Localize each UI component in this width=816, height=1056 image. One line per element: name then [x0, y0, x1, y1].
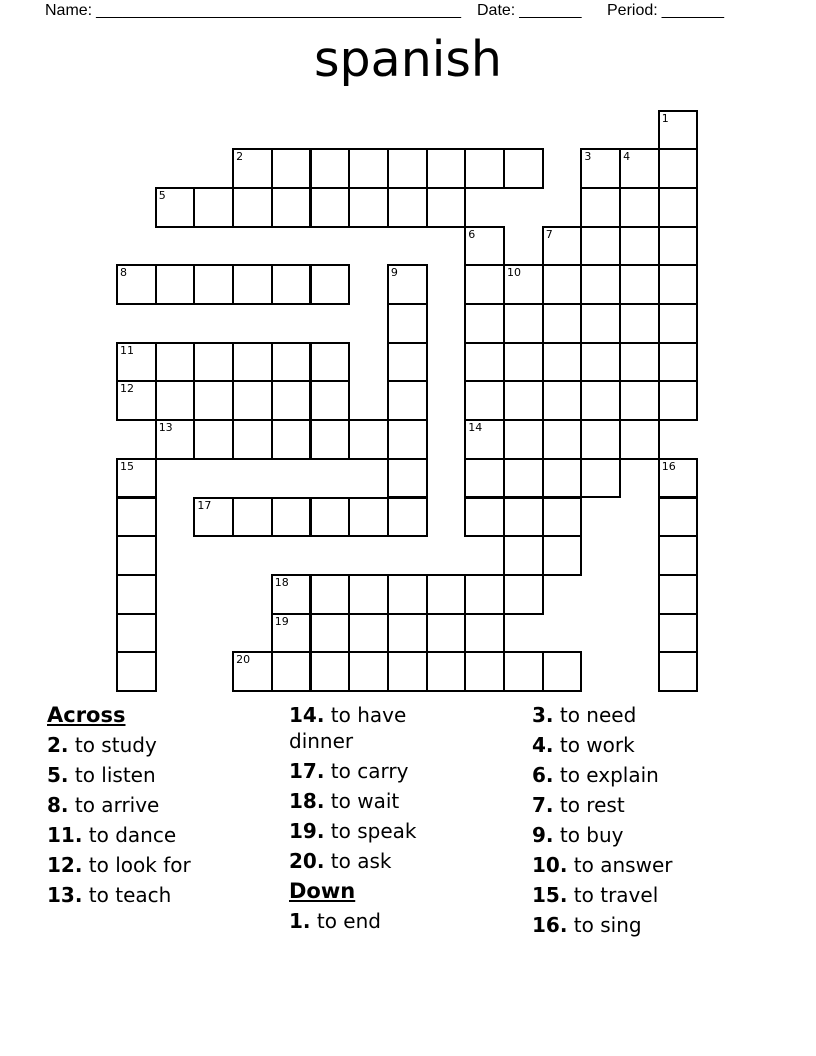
clue-number: 14.	[289, 703, 325, 727]
down-clue	[532, 852, 757, 878]
down-heading: Down	[289, 879, 356, 903]
grid-cell[interactable]	[116, 342, 157, 383]
grid-cell[interactable]	[271, 187, 312, 228]
cell-number: 4	[623, 150, 631, 164]
down-clue	[532, 732, 757, 758]
grid-cell[interactable]	[619, 264, 660, 305]
across-clue	[47, 822, 285, 848]
grid-cell[interactable]	[464, 497, 505, 538]
cell-number: 1	[661, 111, 669, 125]
grid-cell[interactable]	[426, 148, 467, 189]
across-clue	[289, 848, 454, 874]
grid-cell[interactable]	[658, 458, 699, 499]
grid-cell[interactable]	[658, 497, 699, 538]
cell-number: 3	[584, 150, 592, 164]
grid-cell[interactable]	[580, 187, 621, 228]
date-label: Date:	[477, 2, 516, 19]
clue-text: to arrive	[74, 793, 160, 817]
cell-number: 18	[274, 575, 289, 589]
grid-cell[interactable]	[348, 651, 389, 692]
grid-cell[interactable]	[619, 419, 660, 460]
cell-number: 12	[120, 382, 134, 396]
clue-number: 5.	[47, 763, 69, 787]
grid-cell[interactable]	[232, 187, 273, 228]
down-clue	[532, 792, 757, 818]
clue-number: 8.	[47, 793, 69, 817]
grid-cell[interactable]	[658, 380, 699, 421]
across-clue	[47, 762, 285, 788]
down-clue	[532, 702, 757, 728]
down-clue	[532, 822, 757, 848]
cell-number: 20	[236, 653, 251, 667]
period-label: Period:	[607, 2, 658, 19]
clue-text: to teach	[88, 883, 172, 907]
grid-cell[interactable]	[580, 148, 621, 189]
grid-cell[interactable]	[348, 613, 389, 654]
period-blank-line: _______	[661, 2, 724, 19]
clue-number: 15.	[532, 883, 568, 907]
clue-number: 11.	[47, 823, 83, 847]
cell-number: 15	[120, 459, 134, 473]
grid-cell[interactable]	[503, 497, 544, 538]
grid-cell[interactable]	[464, 342, 505, 383]
clue-text: to listen	[74, 763, 156, 787]
grid-cell[interactable]	[619, 187, 660, 228]
clue-text: to have dinner	[289, 703, 407, 753]
grid-cell[interactable]	[580, 458, 621, 499]
grid-cell[interactable]	[464, 380, 505, 421]
grid-cell[interactable]	[271, 264, 312, 305]
cell-number: 16	[661, 459, 676, 473]
grid-cell[interactable]	[580, 342, 621, 383]
clue-text: to carry	[330, 759, 409, 783]
grid-cell[interactable]	[658, 226, 699, 267]
grid-cell[interactable]	[542, 497, 583, 538]
grid-cell[interactable]	[464, 574, 505, 615]
grid-cell[interactable]	[271, 651, 312, 692]
across-clue	[289, 818, 454, 844]
grid-cell[interactable]	[310, 187, 351, 228]
grid-cell[interactable]	[619, 380, 660, 421]
grid-cell[interactable]	[658, 264, 699, 305]
down-clue	[532, 762, 757, 788]
clue-text: to study	[74, 733, 157, 757]
clue-column-2	[289, 702, 454, 938]
grid-cell[interactable]	[271, 613, 312, 654]
clue-number: 6.	[532, 763, 554, 787]
grid-cell[interactable]	[503, 651, 544, 692]
clue-text: to travel	[573, 883, 659, 907]
name-blank-line: _________________________________________	[96, 2, 461, 19]
grid-cell[interactable]	[387, 303, 428, 344]
grid-cell[interactable]	[464, 651, 505, 692]
grid-cell[interactable]	[426, 574, 467, 615]
grid-cell[interactable]	[658, 574, 699, 615]
clue-text: to buy	[559, 823, 624, 847]
down-clue	[289, 908, 454, 934]
grid-cell[interactable]	[310, 342, 351, 383]
grid-cell[interactable]	[232, 419, 273, 460]
cell-number: 17	[197, 498, 212, 512]
cell-number: 11	[120, 343, 134, 357]
clue-column-1	[47, 702, 285, 912]
clue-column-3	[532, 702, 757, 942]
grid-cell[interactable]	[503, 148, 544, 189]
grid-cell[interactable]	[232, 342, 273, 383]
down-clue	[532, 912, 757, 938]
grid-cell[interactable]	[310, 148, 351, 189]
grid-cell[interactable]	[348, 497, 389, 538]
grid-cell[interactable]	[232, 264, 273, 305]
grid-cell[interactable]	[193, 264, 234, 305]
grid-cell[interactable]	[542, 380, 583, 421]
grid-cell[interactable]	[193, 419, 234, 460]
grid-cell[interactable]	[619, 342, 660, 383]
grid-cell[interactable]	[580, 419, 621, 460]
grid-cell[interactable]	[387, 187, 428, 228]
cell-number: 5	[158, 188, 166, 202]
grid-cell[interactable]	[503, 574, 544, 615]
cell-number: 2	[236, 150, 244, 164]
grid-cell[interactable]	[232, 497, 273, 538]
grid-cell[interactable]	[464, 148, 505, 189]
grid-cell[interactable]	[116, 535, 157, 576]
cell-number: 10	[507, 266, 521, 280]
grid-cell[interactable]	[387, 419, 428, 460]
grid-cell[interactable]	[232, 148, 273, 189]
across-clue	[289, 702, 454, 754]
cell-number: 9	[390, 266, 398, 280]
grid-cell[interactable]	[503, 458, 544, 499]
cell-number: 13	[158, 421, 173, 435]
clue-text: to dance	[88, 823, 177, 847]
clue-text: to rest	[559, 793, 625, 817]
grid-cell[interactable]	[116, 458, 157, 499]
grid-cell[interactable]	[580, 264, 621, 305]
clue-text: to ask	[330, 849, 392, 873]
grid-cell[interactable]	[542, 303, 583, 344]
grid-cell[interactable]	[387, 264, 428, 305]
grid-cell[interactable]	[464, 264, 505, 305]
grid-cell[interactable]	[542, 226, 583, 267]
grid-cell[interactable]	[310, 613, 351, 654]
clue-number: 9.	[532, 823, 554, 847]
grid-cell[interactable]	[310, 651, 351, 692]
grid-cell[interactable]	[542, 342, 583, 383]
clue-number: 12.	[47, 853, 83, 877]
grid-cell[interactable]	[542, 419, 583, 460]
grid-cell[interactable]	[271, 148, 312, 189]
grid-cell[interactable]	[116, 264, 157, 305]
clue-number: 18.	[289, 789, 325, 813]
across-clue	[289, 758, 454, 784]
across-clue	[47, 852, 285, 878]
grid-cell[interactable]	[542, 458, 583, 499]
clue-text: to end	[316, 909, 381, 933]
grid-cell[interactable]	[193, 380, 234, 421]
grid-cell[interactable]	[232, 651, 273, 692]
grid-cell[interactable]	[193, 342, 234, 383]
clue-number: 10.	[532, 853, 568, 877]
grid-cell[interactable]	[503, 342, 544, 383]
grid-cell[interactable]	[503, 303, 544, 344]
grid-cell[interactable]	[193, 497, 234, 538]
grid-cell[interactable]	[116, 613, 157, 654]
cell-number: 14	[468, 421, 483, 435]
clue-text: to need	[559, 703, 637, 727]
cell-number: 19	[274, 614, 289, 628]
grid-cell[interactable]	[387, 380, 428, 421]
grid-cell[interactable]	[348, 419, 389, 460]
name-label: Name:	[45, 2, 93, 19]
grid-cell[interactable]	[155, 342, 196, 383]
clue-number: 7.	[532, 793, 554, 817]
grid-cell[interactable]	[271, 497, 312, 538]
grid-cell[interactable]	[155, 419, 196, 460]
cell-number: 8	[120, 266, 127, 280]
grid-cell[interactable]	[310, 380, 351, 421]
clue-text: to look for	[88, 853, 191, 877]
across-clue	[289, 788, 454, 814]
grid-cell[interactable]	[464, 419, 505, 460]
grid-cell[interactable]	[658, 303, 699, 344]
clue-number: 20.	[289, 849, 325, 873]
grid-cell[interactable]	[503, 419, 544, 460]
grid-cell[interactable]	[155, 187, 196, 228]
clue-text: to speak	[330, 819, 417, 843]
grid-cell[interactable]	[426, 613, 467, 654]
clue-text: to work	[559, 733, 635, 757]
clue-text: to wait	[330, 789, 400, 813]
grid-cell[interactable]	[464, 458, 505, 499]
grid-cell[interactable]	[271, 380, 312, 421]
clue-number: 13.	[47, 883, 83, 907]
grid-cell[interactable]	[580, 226, 621, 267]
grid-cell[interactable]	[426, 187, 467, 228]
grid-cell[interactable]	[658, 535, 699, 576]
grid-cell[interactable]	[658, 187, 699, 228]
grid-cell[interactable]	[310, 419, 351, 460]
grid-cell[interactable]	[387, 613, 428, 654]
cell-number: 7	[545, 227, 553, 241]
clue-number: 3.	[532, 703, 554, 727]
grid-cell[interactable]	[658, 148, 699, 189]
across-heading: Across	[47, 703, 126, 727]
grid-cell[interactable]	[464, 303, 505, 344]
grid-cell[interactable]	[542, 535, 583, 576]
grid-cell[interactable]	[387, 458, 428, 499]
grid-cell[interactable]	[271, 419, 312, 460]
clue-number: 19.	[289, 819, 325, 843]
puzzle-title: spanish	[314, 31, 502, 88]
clue-text: to explain	[559, 763, 659, 787]
grid-cell[interactable]	[271, 342, 312, 383]
clue-number: 1.	[289, 909, 311, 933]
grid-cell[interactable]	[619, 148, 660, 189]
date-blank-line: _______	[519, 2, 582, 19]
grid-cell[interactable]	[387, 497, 428, 538]
grid-cell[interactable]	[116, 380, 157, 421]
grid-cell[interactable]	[310, 497, 351, 538]
clue-text: to sing	[573, 913, 642, 937]
across-clue	[47, 792, 285, 818]
clue-number: 4.	[532, 733, 554, 757]
clue-text: to answer	[573, 853, 673, 877]
grid-cell[interactable]	[116, 651, 157, 692]
grid-cell[interactable]	[580, 303, 621, 344]
grid-cell[interactable]	[193, 187, 234, 228]
grid-cell[interactable]	[310, 264, 351, 305]
grid-cell[interactable]	[155, 380, 196, 421]
clue-number: 17.	[289, 759, 325, 783]
grid-cell[interactable]	[658, 342, 699, 383]
clue-number: 16.	[532, 913, 568, 937]
down-clue	[532, 882, 757, 908]
across-clue	[47, 882, 285, 908]
grid-cell[interactable]	[310, 574, 351, 615]
grid-cell[interactable]	[116, 574, 157, 615]
grid-cell[interactable]	[348, 148, 389, 189]
grid-cell[interactable]	[619, 303, 660, 344]
grid-cell[interactable]	[387, 574, 428, 615]
grid-cell[interactable]	[542, 651, 583, 692]
grid-cell[interactable]	[542, 264, 583, 305]
grid-cell[interactable]	[503, 380, 544, 421]
grid-cell[interactable]	[503, 535, 544, 576]
grid-cell[interactable]	[387, 342, 428, 383]
grid-cell[interactable]	[387, 651, 428, 692]
grid-cell[interactable]	[348, 187, 389, 228]
grid-cell[interactable]	[387, 148, 428, 189]
grid-cell[interactable]	[658, 110, 699, 151]
grid-cell[interactable]	[155, 264, 196, 305]
grid-cell[interactable]	[426, 651, 467, 692]
clue-number: 2.	[47, 733, 69, 757]
grid-cell[interactable]	[464, 226, 505, 267]
grid-cell[interactable]	[116, 497, 157, 538]
grid-cell[interactable]	[580, 380, 621, 421]
cell-number: 6	[468, 227, 476, 241]
grid-cell[interactable]	[271, 574, 312, 615]
grid-cell[interactable]	[619, 226, 660, 267]
grid-cell[interactable]	[658, 651, 699, 692]
across-clue	[47, 732, 285, 758]
grid-cell[interactable]	[503, 264, 544, 305]
grid-cell[interactable]	[348, 574, 389, 615]
grid-cell[interactable]	[658, 613, 699, 654]
grid-cell[interactable]	[464, 613, 505, 654]
grid-cell[interactable]	[232, 380, 273, 421]
